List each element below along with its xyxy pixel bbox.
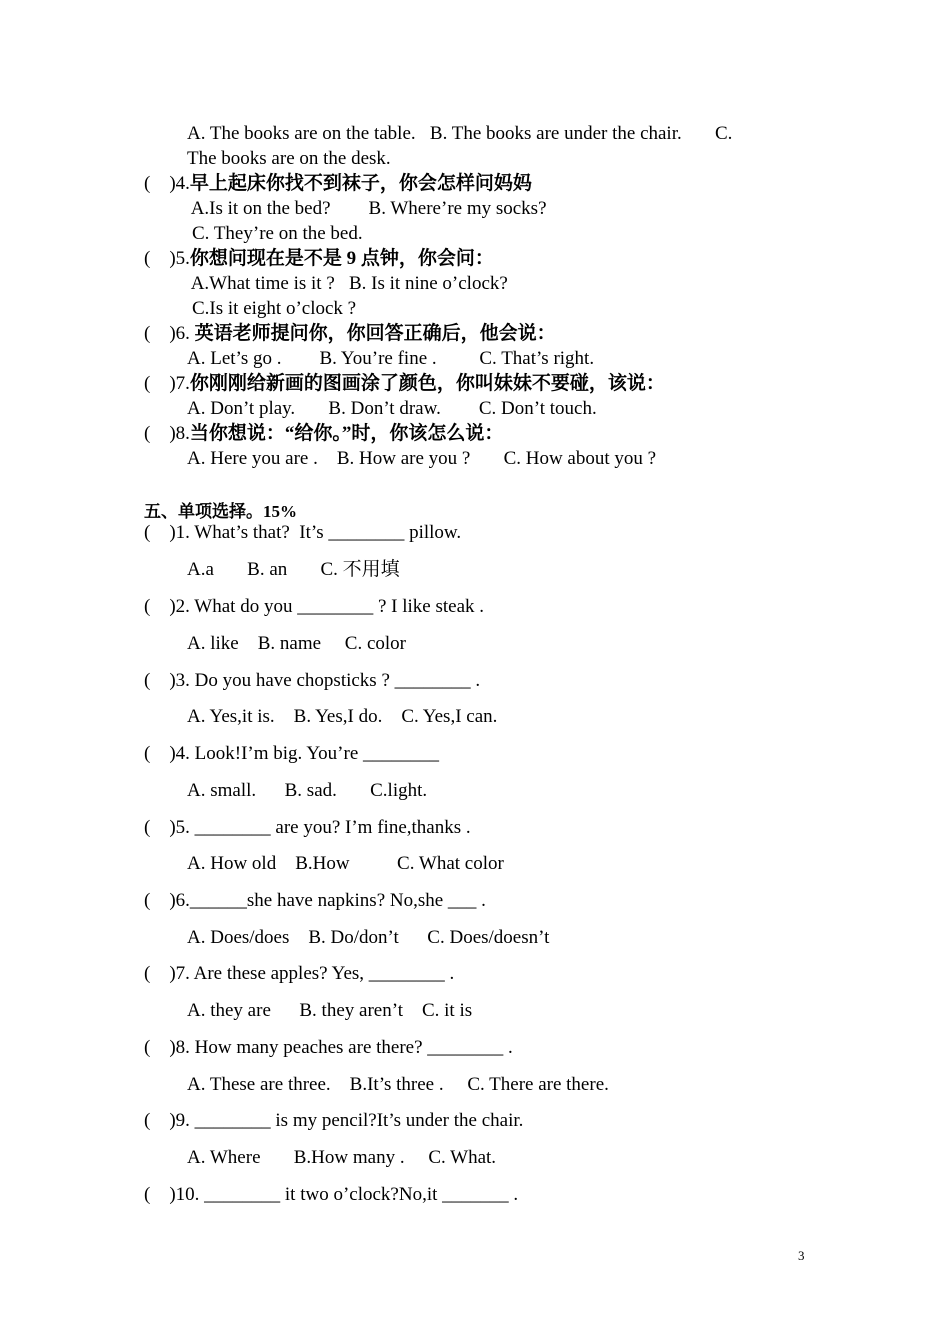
p5-options-7: A. they are B. they aren’t C. it is: [187, 1000, 473, 1021]
section-title-part5: 五、单项选择。15%: [144, 502, 297, 521]
p5-options-1: A.a B. an C. 不用填: [187, 559, 400, 580]
page-number: 3: [798, 1248, 805, 1263]
question-5: ( )5.你想问现在是不是 9 点钟，你会问：: [144, 248, 494, 269]
q6-options: A. Let’s go . B. You’re fine . C. That’s right.: [187, 348, 595, 369]
question-8: ( )8.当你想说：“给你。”时，你该怎么说：: [144, 423, 504, 444]
q3-options-line2: The books are on the desk.: [187, 148, 391, 169]
p5-question-4: ( )4. Look!I’m big. You’re ________: [144, 743, 440, 764]
q3-options-line1: A. The books are on the table. B. The books are under the chair. C.: [187, 123, 733, 144]
p5-options-2: A. like B. name C. color: [187, 633, 406, 654]
p5-options-8: A. These are three. B.It’s three . C. There are there.: [187, 1074, 609, 1095]
p5-question-3: ( )3. Do you have chopsticks ? ________ .: [144, 670, 481, 691]
p5-question-5: ( )5. ________ are you? I’m fine,thanks .: [144, 817, 471, 838]
p5-question-10: ( )10. ________ it two o’clock?No,it _______ .: [144, 1184, 519, 1205]
p5-question-7: ( )7. Are these apples? Yes, ________ .: [144, 963, 455, 984]
q7-options: A. Don’t play. B. Don’t draw. C. Don’t touch.: [187, 398, 597, 419]
p5-options-6: A. Does/does B. Do/don’t C. Does/doesn’t: [187, 927, 550, 948]
p5-question-2: ( )2. What do you ________ ? I like steak .: [144, 596, 484, 617]
p5-question-6: ( )6.______she have napkins? No,she ___ .: [144, 890, 486, 911]
p5-options-4: A. small. B. sad. C.light.: [187, 780, 428, 801]
p5-question-9: ( )9. ________ is my pencil?It’s under the chair.: [144, 1110, 524, 1131]
q8-options: A. Here you are . B. How are you ? C. How about you ?: [187, 448, 657, 469]
question-6: ( )6. 英语老师提问你，你回答正确后，他会说：: [144, 323, 556, 344]
p5-question-8: ( )8. How many peaches are there? ________ .: [144, 1037, 513, 1058]
question-7: ( )7.你刚刚给新画的图画涂了颜色，你叫妹妹不要碰，该说：: [144, 373, 665, 394]
p5-options-3: A. Yes,it is. B. Yes,I do. C. Yes,I can.: [187, 706, 498, 727]
p5-options-9: A. Where B.How many . C. What.: [187, 1147, 497, 1168]
q4-options-1: A.Is it on the bed? B. Where’re my socks?: [187, 198, 547, 219]
question-4: ( )4.早上起床你找不到袜子，你会怎样问妈妈: [144, 173, 532, 194]
p5-options-5: A. How old B.How C. What color: [187, 853, 504, 874]
p5-question-1: ( )1. What’s that? It’s ________ pillow.: [144, 522, 462, 543]
q5-options-2: C.Is it eight o’clock ?: [192, 298, 357, 319]
q4-options-2: C. They’re on the bed.: [192, 223, 363, 244]
q5-options-1: A.What time is it ? B. Is it nine o’clock?: [187, 273, 508, 294]
